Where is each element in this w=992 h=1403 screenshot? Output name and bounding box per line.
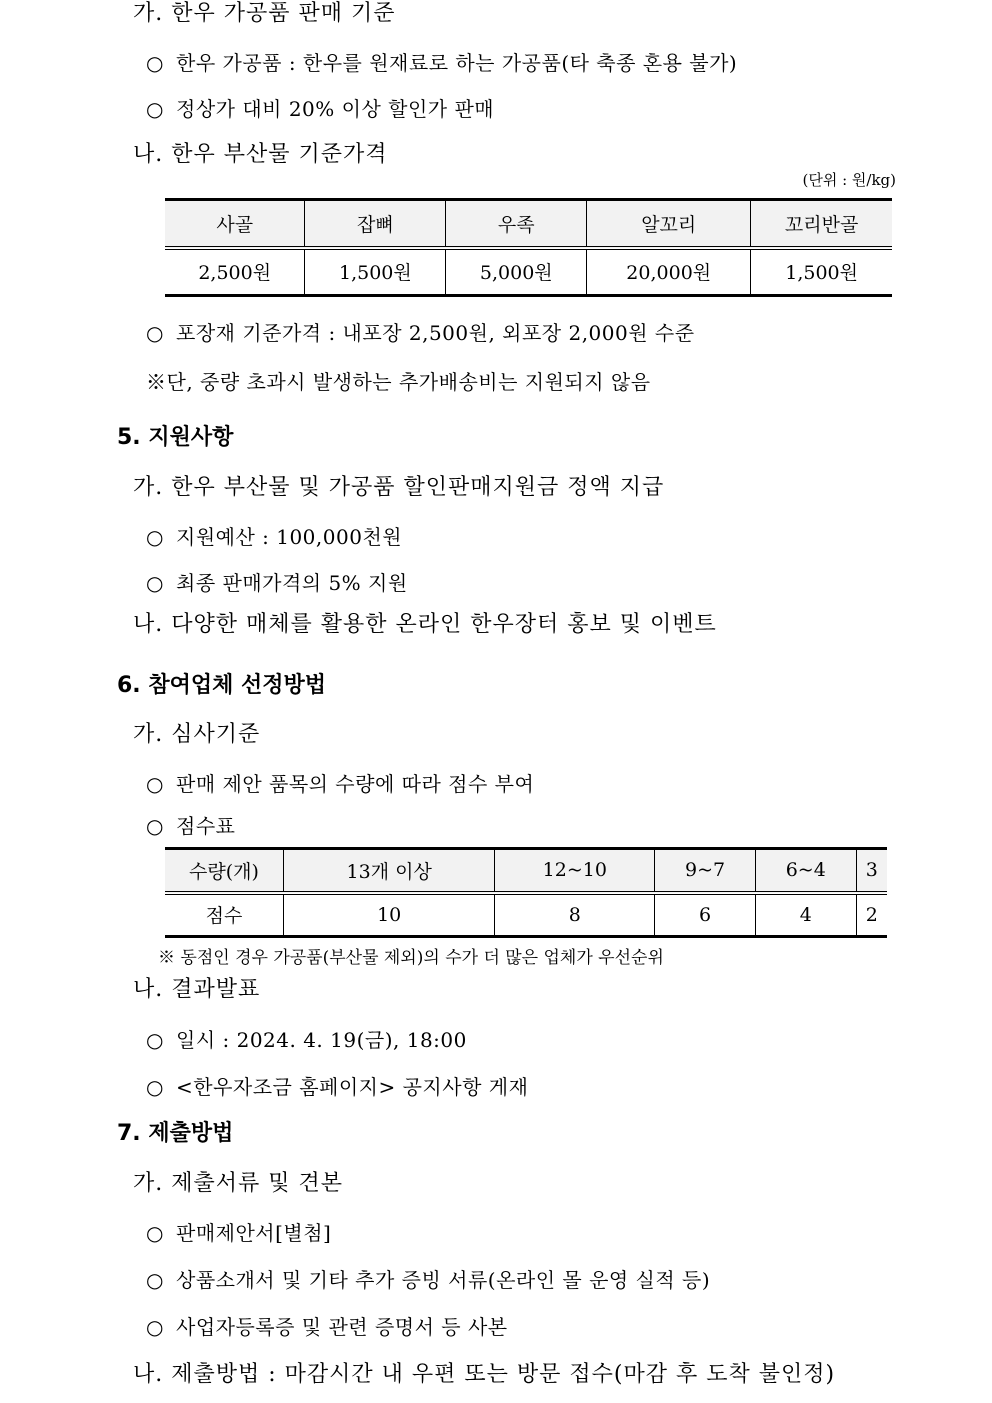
bullet-text: 상품소개서 및 기타 추가 증빙 서류(온라인 몰 운영 실적 등) xyxy=(176,1268,711,1292)
table-header-cell: 알꼬리 xyxy=(587,200,751,248)
bullet-text: 최종 판매가격의 5% 지원 xyxy=(176,571,408,595)
subsection-title: 나. 제출방법 : 마감시간 내 우편 또는 방문 접수(마감 후 도착 불인정) xyxy=(133,1362,836,1387)
note: ※ 동점인 경우 가공품(부산물 제외)의 수가 더 많은 업체가 우선순위 xyxy=(158,948,664,968)
bullet-text: 한우 가공품 : 한우를 원재료로 하는 가공품(타 축종 혼용 불가) xyxy=(176,51,738,75)
subsection-title: 가. 한우 가공품 판매 기준 xyxy=(133,1,396,26)
table-cell: 4 xyxy=(755,893,856,937)
table-header-cell: 3 xyxy=(856,849,887,893)
bullet-text: 사업자등록증 및 관련 증명서 등 사본 xyxy=(176,1315,508,1339)
bullet-text: 포장재 기준가격 : 내포장 2,500원, 외포장 2,000원 수준 xyxy=(176,321,695,345)
table-header-cell: 수량(개) xyxy=(165,849,284,893)
subsection-title: 가. 한우 부산물 및 가공품 할인판매지원금 정액 지급 xyxy=(133,475,665,500)
subsection-title: 가. 심사기준 xyxy=(133,722,261,747)
table-header-cell: 6~4 xyxy=(755,849,856,893)
table-header-cell: 13개 이상 xyxy=(284,849,495,893)
bullet-text: <한우자조금 홈페이지> 공지사항 게재 xyxy=(176,1075,529,1099)
bullet-item xyxy=(146,1313,508,1341)
note: ※단, 중량 초과시 발생하는 추가배송비는 지원되지 않음 xyxy=(146,370,651,394)
circle-bullet-icon: ○ xyxy=(146,1315,164,1339)
unit-label: (단위 : 원/kg) xyxy=(802,171,896,189)
table-header-cell: 9~7 xyxy=(655,849,756,893)
circle-bullet-icon: ○ xyxy=(146,97,164,121)
circle-bullet-icon: ○ xyxy=(146,814,164,838)
section-title: 6. 참여업체 선정방법 xyxy=(117,673,326,698)
bullet-item xyxy=(146,812,235,840)
bullet-item xyxy=(146,1073,528,1101)
circle-bullet-icon: ○ xyxy=(146,1075,164,1099)
table-cell: 점수 xyxy=(165,893,284,937)
subsection-title: 나. 결과발표 xyxy=(133,977,261,1002)
table-cell: 1,500원 xyxy=(305,248,446,296)
bullet-item xyxy=(146,770,534,798)
bullet-text: 판매 제안 품목의 수량에 따라 점수 부여 xyxy=(176,772,535,796)
circle-bullet-icon: ○ xyxy=(146,1268,164,1292)
circle-bullet-icon: ○ xyxy=(146,525,164,549)
circle-bullet-icon: ○ xyxy=(146,51,164,75)
bullet-text: 정상가 대비 20% 이상 할인가 판매 xyxy=(176,97,495,121)
table-cell: 2 xyxy=(856,893,887,937)
circle-bullet-icon: ○ xyxy=(146,1028,164,1052)
table-cell: 10 xyxy=(284,893,495,937)
bullet-text: 지원예산 : 100,000천원 xyxy=(176,525,403,549)
bullet-item xyxy=(146,1219,331,1247)
subsection-title: 나. 다양한 매체를 활용한 온라인 한우장터 홍보 및 이벤트 xyxy=(133,612,717,637)
bullet-item xyxy=(146,1266,710,1294)
byproduct-price-table xyxy=(165,198,892,297)
table-cell: 20,000원 xyxy=(587,248,751,296)
subsection-title: 가. 제출서류 및 견본 xyxy=(133,1171,343,1196)
bullet-item xyxy=(146,569,408,597)
circle-bullet-icon: ○ xyxy=(146,321,164,345)
subsection-title: 나. 한우 부산물 기준가격 xyxy=(133,142,388,167)
bullet-item xyxy=(146,49,737,77)
table-header-cell: 우족 xyxy=(446,200,587,248)
score-table xyxy=(165,847,887,938)
bullet-item xyxy=(146,1026,467,1054)
bullet-text: 일시 : 2024. 4. 19(금), 18:00 xyxy=(176,1028,467,1052)
table-cell: 1,500원 xyxy=(751,248,892,296)
table-cell: 6 xyxy=(655,893,756,937)
table-header-cell: 사골 xyxy=(165,200,305,248)
circle-bullet-icon: ○ xyxy=(146,571,164,595)
bullet-text: 판매제안서[별첨] xyxy=(176,1221,332,1245)
bullet-item xyxy=(146,523,402,551)
bullet-item xyxy=(146,319,695,347)
table-cell: 2,500원 xyxy=(165,248,305,296)
section-title: 7. 제출방법 xyxy=(117,1121,234,1146)
section-title: 5. 지원사항 xyxy=(117,425,234,450)
circle-bullet-icon: ○ xyxy=(146,1221,164,1245)
bullet-item xyxy=(146,95,494,123)
table-cell: 5,000원 xyxy=(446,248,587,296)
bullet-text: 점수표 xyxy=(176,814,236,838)
table-cell: 8 xyxy=(495,893,655,937)
table-header-cell: 꼬리반골 xyxy=(751,200,892,248)
table-header-cell: 잡뼈 xyxy=(305,200,446,248)
circle-bullet-icon: ○ xyxy=(146,772,164,796)
table-header-cell: 12~10 xyxy=(495,849,655,893)
